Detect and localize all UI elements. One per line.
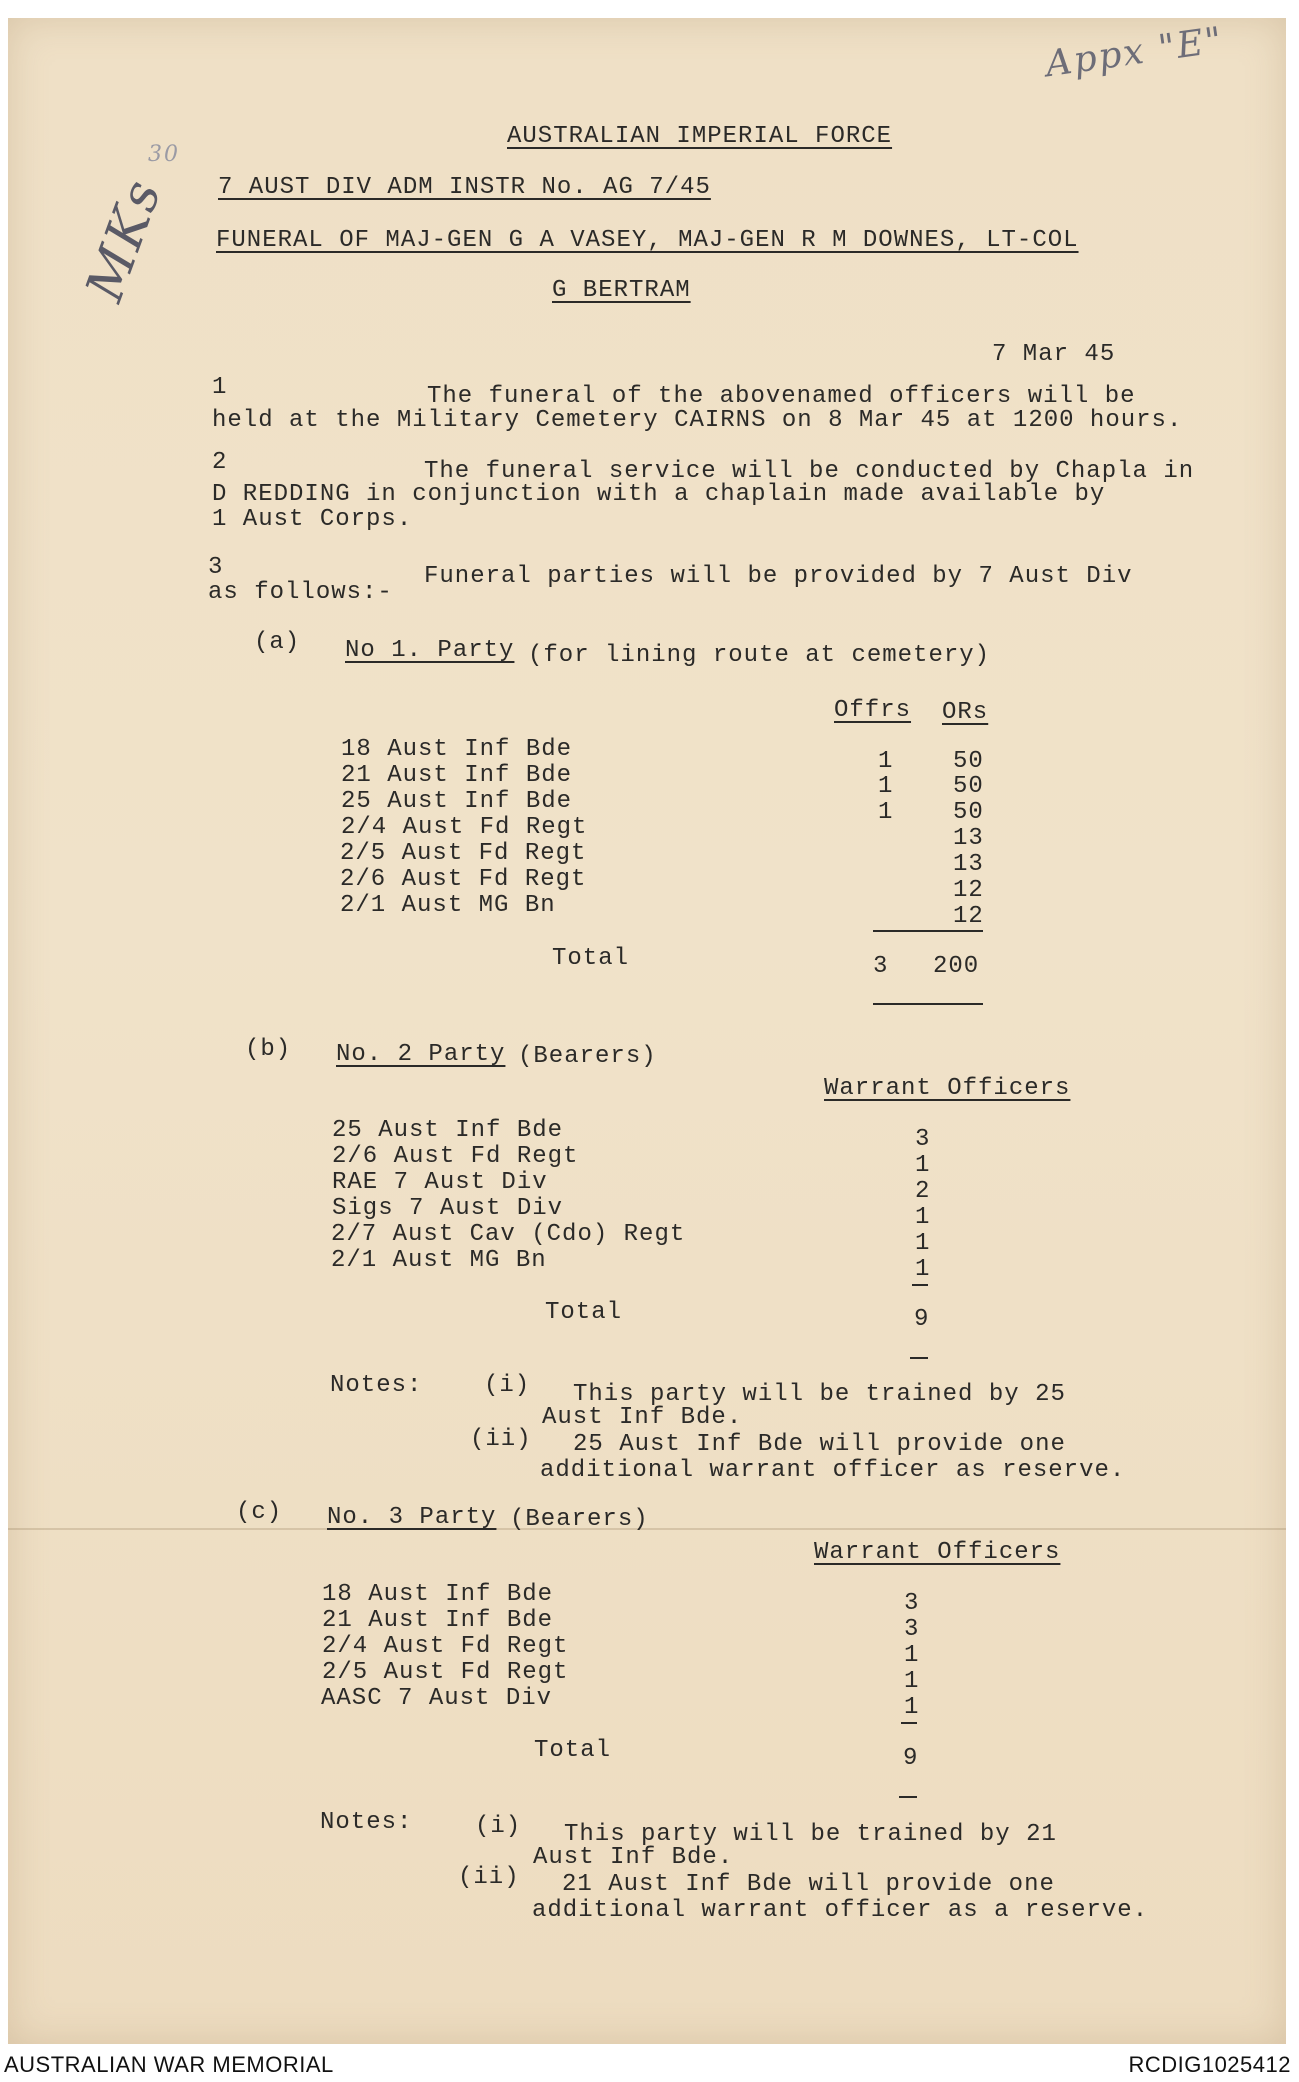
- party3-subtotal-rule: [901, 1722, 917, 1724]
- party1-total-offrs: 3: [873, 953, 889, 980]
- party2-row-wo: 1: [915, 1152, 931, 1179]
- party3-total: 9: [903, 1745, 919, 1772]
- para3-text-line1: Funeral parties will be provided by 7 Aust Div: [424, 563, 1133, 590]
- party3-total-rule: [899, 1796, 917, 1798]
- party1-total-ors: 200: [933, 953, 980, 980]
- party3-row-unit: 21 Aust Inf Bde: [322, 1607, 554, 1634]
- party2-note2-number: (ii): [470, 1426, 532, 1453]
- handwritten-appendix-mark: Appx "E": [1043, 19, 1227, 86]
- party1-col-ors: ORs: [942, 699, 989, 726]
- party2-note1-line1: This party will be trained by 25: [573, 1381, 1066, 1408]
- party1-row-ors: 50: [953, 748, 984, 775]
- party1-row-ors: 50: [953, 773, 984, 800]
- party1-row-offrs: 1: [878, 748, 894, 775]
- party1-row-ors: 12: [953, 877, 984, 904]
- party2-note1-number: (i): [484, 1372, 531, 1399]
- party1-label: (a): [254, 629, 301, 656]
- party2-subtitle: (Bearers): [518, 1043, 657, 1070]
- party3-row-wo: 1: [904, 1694, 920, 1721]
- party3-notes-label: Notes:: [320, 1809, 413, 1836]
- party3-note2-line2: additional warrant officer as a reserve.: [532, 1897, 1149, 1924]
- party3-row-unit: 2/4 Aust Fd Regt: [322, 1633, 569, 1660]
- party1-row-ors: 50: [953, 799, 984, 826]
- party3-title: No. 3 Party: [327, 1504, 497, 1531]
- party3-row-unit: 2/5 Aust Fd Regt: [322, 1659, 569, 1686]
- party2-label: (b): [245, 1036, 292, 1063]
- para2-number: 2: [212, 449, 228, 476]
- party1-title: No 1. Party: [345, 637, 515, 664]
- party3-note1-number: (i): [475, 1813, 522, 1840]
- party3-row-wo: 3: [904, 1590, 920, 1617]
- party1-subtitle: (for lining route at cemetery): [528, 642, 991, 669]
- party1-row-offrs: 1: [878, 773, 894, 800]
- party3-subtitle: (Bearers): [510, 1506, 649, 1533]
- party3-row-wo: 1: [904, 1642, 920, 1669]
- party2-note2-line2: additional warrant officer as reserve.: [540, 1457, 1126, 1484]
- party1-row-ors: 12: [953, 903, 984, 930]
- para2-text-line3: 1 Aust Corps.: [212, 506, 413, 533]
- para2-text-line2: D REDDING in conjunction with a chaplain made available by: [212, 481, 1106, 508]
- party3-note1-line1: This party will be trained by 21: [564, 1821, 1057, 1848]
- party1-row-unit: 2/6 Aust Fd Regt: [340, 866, 587, 893]
- para2-text-line1: The funeral service will be conducted by Chapla in: [424, 458, 1195, 485]
- para1-text-line1: The funeral of the abovenamed officers will be: [427, 383, 1136, 410]
- party2-row-wo: 1: [915, 1256, 931, 1283]
- party3-note1-line2: Aust Inf Bde.: [533, 1844, 734, 1871]
- party2-row-unit: 2/7 Aust Cav (Cdo) Regt: [331, 1221, 686, 1248]
- party3-total-label: Total: [534, 1737, 612, 1764]
- para3-text-line2: as follows:-: [208, 579, 393, 606]
- party1-row-ors: 13: [953, 851, 984, 878]
- document-date: 7 Mar 45: [992, 341, 1116, 368]
- handwritten-initials: MKs: [74, 171, 174, 309]
- document-title-line1: FUNERAL OF MAJ-GEN G A VASEY, MAJ-GEN R M DOWNES, LT-COL: [216, 227, 1079, 254]
- archive-credit: AUSTRALIAN WAR MEMORIAL: [4, 2052, 334, 2077]
- party2-row-unit: RAE 7 Aust Div: [332, 1169, 548, 1196]
- archive-id: RCDIG1025412: [1128, 2052, 1291, 2077]
- party2-col-wo: Warrant Officers: [824, 1075, 1071, 1102]
- party2-total-rule: [910, 1357, 928, 1359]
- party3-note2-number: (ii): [458, 1864, 520, 1891]
- party1-subtotal-rule: [873, 930, 983, 932]
- party1-row-ors: 13: [953, 825, 984, 852]
- party1-total-label: Total: [552, 945, 630, 972]
- party2-row-wo: 3: [915, 1126, 931, 1153]
- document-title-line2: G BERTRAM: [552, 277, 691, 304]
- party1-row-unit: 2/4 Aust Fd Regt: [341, 814, 588, 841]
- party2-row-wo: 1: [915, 1204, 931, 1231]
- para1-text-line2: held at the Military Cemetery CAIRNS on 8 Mar 45 at 1200 hours.: [212, 407, 1183, 434]
- para3-number: 3: [208, 554, 224, 581]
- party3-row-wo: 3: [904, 1616, 920, 1643]
- party2-row-unit: 2/6 Aust Fd Regt: [332, 1143, 579, 1170]
- faint-stamp-number: 30: [148, 142, 180, 167]
- party1-row-unit: 2/5 Aust Fd Regt: [340, 840, 587, 867]
- party1-row-unit: 25 Aust Inf Bde: [341, 788, 573, 815]
- party1-row-unit: 21 Aust Inf Bde: [341, 762, 573, 789]
- party3-row-unit: 18 Aust Inf Bde: [322, 1581, 554, 1608]
- party3-label: (c): [236, 1499, 283, 1526]
- party2-row-wo: 2: [915, 1178, 931, 1205]
- force-heading: AUSTRALIAN IMPERIAL FORCE: [507, 123, 893, 150]
- party2-title: No. 2 Party: [336, 1041, 506, 1068]
- party1-col-offrs: Offrs: [834, 697, 912, 724]
- party3-row-wo: 1: [904, 1668, 920, 1695]
- party1-row-unit: 2/1 Aust MG Bn: [340, 892, 556, 919]
- party2-notes-label: Notes:: [330, 1372, 423, 1399]
- para1-number: 1: [212, 374, 228, 401]
- party3-col-wo: Warrant Officers: [814, 1539, 1061, 1566]
- party2-subtotal-rule: [912, 1284, 928, 1286]
- party3-row-unit: AASC 7 Aust Div: [321, 1685, 553, 1712]
- party2-row-unit: Sigs 7 Aust Div: [332, 1195, 564, 1222]
- party2-row-wo: 1: [915, 1230, 931, 1257]
- instruction-number: 7 AUST DIV ADM INSTR No. AG 7/45: [218, 174, 711, 201]
- party1-total-rule: [873, 1003, 983, 1005]
- party2-row-unit: 2/1 Aust MG Bn: [331, 1247, 547, 1274]
- document-page: [8, 18, 1286, 2044]
- party1-row-unit: 18 Aust Inf Bde: [341, 736, 573, 763]
- party3-note2-line1: 21 Aust Inf Bde will provide one: [562, 1871, 1055, 1898]
- party2-note1-line2: Aust Inf Bde.: [542, 1404, 743, 1431]
- party1-row-offrs: 1: [878, 799, 894, 826]
- party2-row-unit: 25 Aust Inf Bde: [332, 1117, 564, 1144]
- party2-total: 9: [914, 1306, 930, 1333]
- party2-note2-line1: 25 Aust Inf Bde will provide one: [573, 1431, 1066, 1458]
- party2-total-label: Total: [545, 1299, 623, 1326]
